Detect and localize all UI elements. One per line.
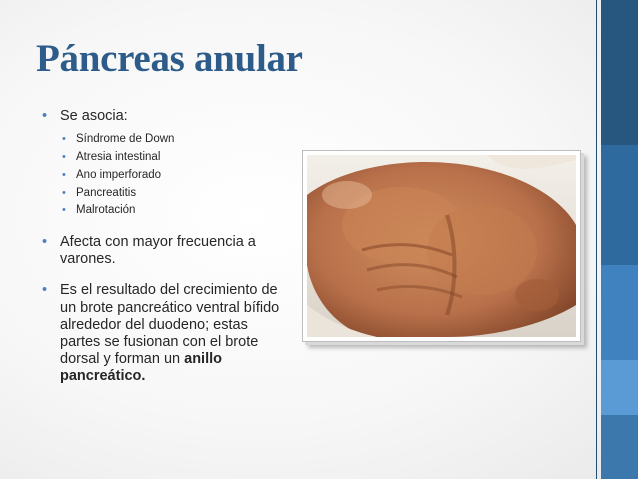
bullet-item: • Afecta con mayor frecuencia a varones. [42,234,256,268]
bullet-bold-term: anillo pancreático. [60,350,222,384]
bullet-text: Se asocia: [60,108,128,124]
newborn-abdomen-photo [302,150,581,342]
sub-bullet-item: • Síndrome de Down [62,133,175,146]
bullet-text: Es el resultado del crecimiento de un brote pancreático ventral bífido alrededor del duodeno; estas partes se fusionan con el brote dorsal y forman un [60,282,280,367]
bullet-text: Afecta con mayor frecuencia a varones. [60,234,256,268]
bullet-item [42,108,292,125]
bullet-item: • Es el resultado del crecimiento de un brote pancreático ventral bífido alrededor del duodeno; estas partes se fusionan con el brote dorsal y forman un anillo pancreático. [42,282,280,384]
slide-title: Páncreas anular [36,37,303,80]
newborn-abdomen-image [307,155,576,337]
sub-bullet-item: • Ano imperforado [62,168,162,181]
sub-bullet-list [42,131,292,220]
sub-bullet-item: • Pancreatitis [62,186,137,199]
sub-bullet-item: • Malrotación [62,204,136,217]
bullet-glyph: • [42,108,48,124]
bullet-list [42,108,292,385]
accent-bar [596,0,638,479]
sub-bullet-item: • Atresia intestinal [62,150,161,163]
